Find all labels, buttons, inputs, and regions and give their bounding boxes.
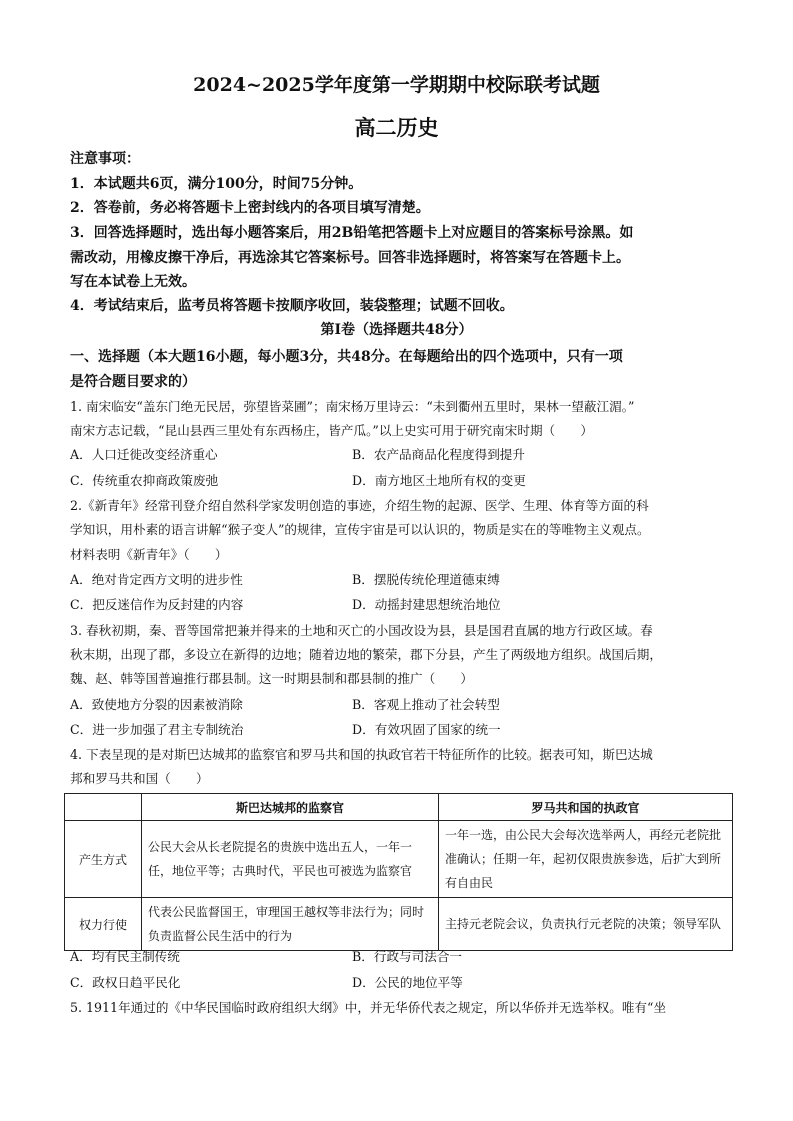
- comparison-table: [64, 793, 733, 951]
- table-cell: 公民大会从长老院提名的贵族中选出五人，一年一任，地位平等；古典时代，平民也可被选为监察官: [142, 821, 439, 898]
- table-header-cell: [65, 794, 142, 821]
- exam-subject: 高二历史: [354, 115, 439, 140]
- question-2-stem: 学知识，用朴素的语言讲解“猴子变人”的规律，宣传宇宙是可以认识的，物质是实在的等唯物主义观点。: [70, 522, 650, 537]
- question-3-stem: 魏、赵、韩等国普遍推行郡县制。这一时期县制和郡县制的推广（ ）: [70, 671, 473, 686]
- notice-heading: 注意事项：: [70, 151, 140, 167]
- question-4-option-a[interactable]: A．均有民主制传统: [70, 949, 180, 964]
- table-cell: 一年一选，由公民大会每次选举两人，再经元老院批准确认；任期一年，起初仅限贵族参选，后扩大到所有自由民: [439, 821, 733, 898]
- table-header-cell: 罗马共和国的执政官: [439, 794, 733, 821]
- notice-item: 需改动，用橡皮擦干净后，再选涂其它答案标号。回答非选择题时，将答案写在答题卡上。: [70, 250, 630, 266]
- question-1-option-a[interactable]: A．人口迁徙改变经济重心: [70, 447, 218, 462]
- table-header-row: [65, 794, 733, 821]
- table-cell: 代表公民监督国王，审理国王越权等非法行为；同时负责监督公民生活中的行为: [142, 898, 439, 951]
- question-2-option-d[interactable]: D．动摇封建思想统治地位: [352, 597, 501, 612]
- question-1-option-c[interactable]: C．传统重农抑商政策废弛: [70, 473, 219, 488]
- part-title: 一、选择题（本大题16小题，每小题3分，共48分。在每题给出的四个选项中，只有一项: [70, 349, 623, 365]
- question-4-stem: 4. 下表呈现的是对斯巴达城邦的监察官和罗马共和国的执政官若干特征所作的比较。据表可知，斯巴达城: [70, 747, 653, 762]
- question-1-stem: 南宋方志记载，“昆山县西三里处有东西杨庄，皆产瓜。”以上史实可用于研究南宋时期（ ）: [70, 423, 593, 438]
- question-2-stem: 2.《新青年》经常刊登介绍自然科学家发明创造的事迹，介绍生物的起源、医学、生理、体育等方面的科: [70, 498, 649, 513]
- table-header-cell: 斯巴达城邦的监察官: [142, 794, 439, 821]
- notice-item: 4．考试结束后，监考员将答题卡按顺序收回，装袋整理；试题不回收。: [70, 298, 514, 314]
- question-2-option-c[interactable]: C．把反迷信作为反封建的内容: [70, 597, 244, 612]
- notice-item: 3．回答选择题时，选出每小题答案后，用2B铅笔把答题卡上对应题目的答案标号涂黑。如: [70, 225, 634, 241]
- question-3-option-a[interactable]: A．致使地方分裂的因素被消除: [70, 697, 243, 712]
- question-4-option-c[interactable]: C．政权日趋平民化: [70, 975, 181, 990]
- question-1-stem: 1. 南宋临安“盖东门绝无民居，弥望皆菜圃”；南宋杨万里诗云：“未到衢州五里时，果林一望蔽江湄。”: [70, 399, 635, 414]
- question-2-stem: 材料表明《新青年》（ ）: [70, 547, 228, 562]
- table-cell: 主持元老院会议，负责执行元老院的决策；领导军队: [439, 898, 733, 951]
- notice-item: 写在本试卷上无效。: [70, 274, 196, 290]
- table-row: [65, 898, 733, 951]
- question-3-option-c[interactable]: C．进一步加强了君主专制统治: [70, 722, 244, 737]
- question-3-option-d[interactable]: D．有效巩固了国家的统一: [352, 722, 501, 737]
- question-1-option-b[interactable]: B．农产品商品化程度得到提升: [352, 447, 525, 462]
- question-1-option-d[interactable]: D．南方地区土地所有权的变更: [352, 473, 526, 488]
- notice-item: 2．答卷前，务必将答题卡上密封线内的各项目填写清楚。: [70, 200, 430, 216]
- exam-title: 2024~2025学年度第一学期期中校际联考试题: [193, 74, 600, 96]
- question-3-stem: 3. 春秋初期，秦、晋等国常把兼并得来的土地和灭亡的小国改设为县，县是国君直属的地方行政区域。春: [70, 623, 653, 638]
- notice-item: 1．本试题共6页，满分100分，时间75分钟。: [70, 176, 363, 192]
- question-5-stem: 5. 1911年通过的《中华民国临时政府组织大纲》中，并无华侨代表之规定，所以华侨并无选举权。唯有“坐: [70, 1000, 667, 1015]
- question-2-option-b[interactable]: B．摆脱传统伦理道德束缚: [352, 572, 500, 587]
- volume-title: 第Ⅰ卷（选择题共48分）: [320, 322, 473, 338]
- question-3-stem: 秋末期，出现了郡，多设立在新得的边地；随着边地的繁荣，郡下分县，产生了两级地方组织。战国后期，: [70, 647, 662, 662]
- table-row: [65, 821, 733, 898]
- row-label: 权力行使: [65, 898, 142, 951]
- part-title: 是符合题目要求的）: [70, 374, 196, 390]
- question-2-option-a[interactable]: A．绝对肯定西方文明的进步性: [70, 572, 243, 587]
- question-4-option-d[interactable]: D．公民的地位平等: [352, 975, 463, 990]
- question-3-option-b[interactable]: B．客观上推动了社会转型: [352, 697, 500, 712]
- question-4-stem: 邦和罗马共和国（ ）: [70, 771, 209, 786]
- row-label: 产生方式: [65, 821, 142, 898]
- question-4-option-b[interactable]: B．行政与司法合一: [352, 949, 463, 964]
